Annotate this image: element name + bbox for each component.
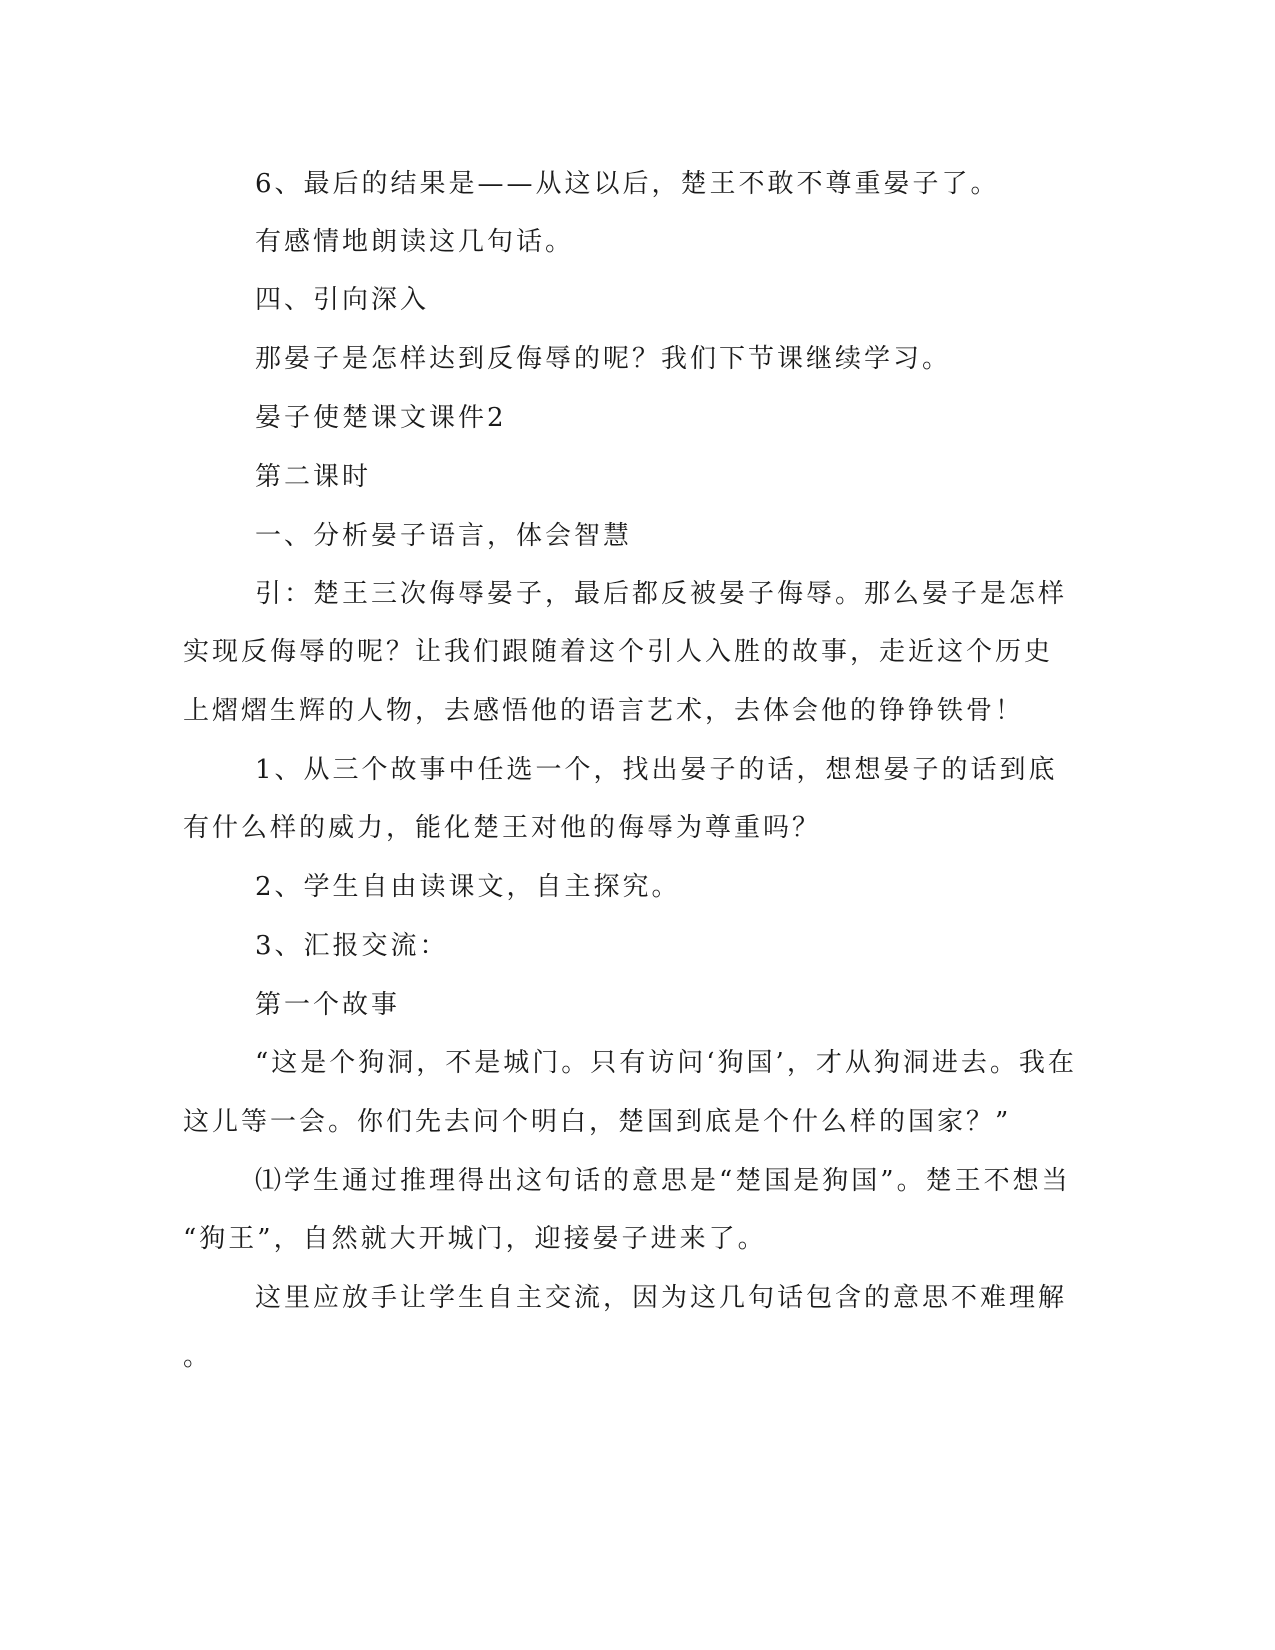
section-heading-4: 四、引向深入 — [255, 285, 430, 315]
paragraph-read-aloud: 有感情地朗读这几句话。 — [255, 227, 575, 257]
step-3: 3、汇报交流： — [255, 931, 449, 961]
story-1-heading: 第一个故事 — [255, 990, 401, 1020]
analysis-line-1: ⑴学生通过推理得出这句话的意思是“楚国是狗国”。楚王不想当 — [255, 1166, 1071, 1196]
quote-line-1: “这是个狗洞，不是城门。只有访问‘狗国’，才从狗洞进去。我在 — [255, 1048, 1077, 1078]
intro-paragraph-line-3: 上熠熠生辉的人物，去感悟他的语言艺术，去体会他的铮铮铁骨！ — [183, 696, 1025, 726]
intro-paragraph-line-1: 引：楚王三次侮辱晏子，最后都反被晏子侮辱。那么晏子是怎样 — [255, 579, 1068, 609]
teaching-note-line-2: 。 — [183, 1342, 213, 1372]
step-1-line-2: 有什么样的威力，能化楚王对他的侮辱为尊重吗？ — [183, 813, 822, 843]
step-1-line-1: 1、从三个故事中任选一个，找出晏子的话，想想晏子的话到底 — [255, 755, 1058, 785]
step-2: 2、学生自由读课文，自主探究。 — [255, 872, 681, 902]
intro-paragraph-line-2: 实现反侮辱的呢？让我们跟随着这个引人入胜的故事，走近这个历史 — [183, 637, 1054, 667]
analysis-line-2: “狗王”，自然就大开城门，迎接晏子进来了。 — [183, 1224, 767, 1254]
paragraph-step-6: 6、最后的结果是——从这以后，楚王不敢不尊重晏子了。 — [255, 169, 1000, 199]
teaching-note-line-1: 这里应放手让学生自主交流，因为这几句话包含的意思不难理解 — [255, 1283, 1068, 1313]
quote-line-2: 这儿等一会。你们先去问个明白，楚国到底是个什么样的国家？” — [183, 1107, 1012, 1137]
paragraph-next-lesson: 那晏子是怎样达到反侮辱的呢？我们下节课继续学习。 — [255, 344, 952, 374]
document-title: 晏子使楚课文课件2 — [255, 403, 507, 433]
lesson-period-heading: 第二课时 — [255, 462, 372, 492]
section-heading-1: 一、分析晏子语言，体会智慧 — [255, 521, 633, 551]
